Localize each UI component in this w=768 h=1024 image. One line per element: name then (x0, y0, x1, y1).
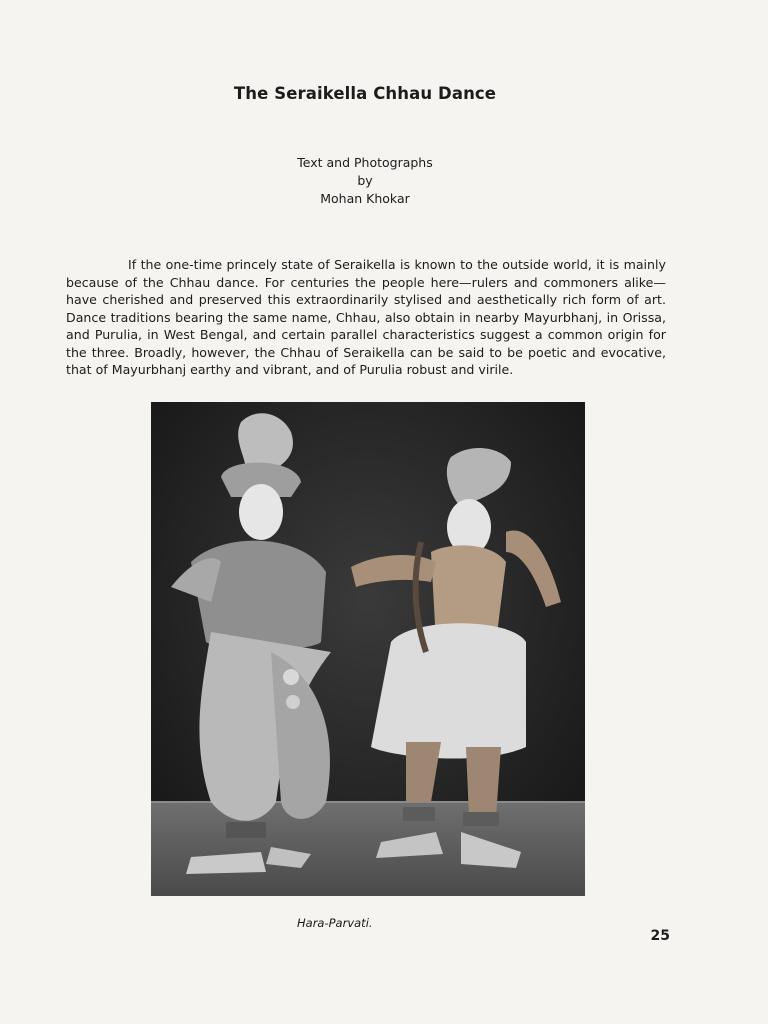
article-body (66, 256, 666, 379)
article-title: The Seraikella Chhau Dance (233, 84, 497, 103)
article-credits (0, 154, 730, 208)
intro-paragraph: If the one-time princely state of Seraikella is known to the outside world, it is mainly because of the Chhau dance. For centuries the people here—rulers and commoners alike—have cherished and preserved this extraordinarily stylised and aesthetically rich form of art. Dance traditions bearing the same name, Chhau, also obtain in nearby Mayurbhanj, in Orissa, and Purulia, in West Bengal, and certain parallel characteristics suggest a common origin for the three. Broadly, however, the Chhau of Seraikella can be said to be poetic and evocative, that of Mayurbhanj earthy and vibrant, and of Purulia robust and virile. (66, 257, 666, 377)
credits-line-by: by (357, 173, 373, 188)
credits-line-text-and-photographs: Text and Photographs (297, 155, 433, 170)
page-number: 25 (650, 928, 670, 944)
author-name: Mohan Khokar (320, 191, 410, 206)
dancers-illustration (151, 402, 585, 896)
dancers-photograph (151, 402, 585, 896)
photo-caption: Hara-Parvati. (297, 916, 373, 930)
